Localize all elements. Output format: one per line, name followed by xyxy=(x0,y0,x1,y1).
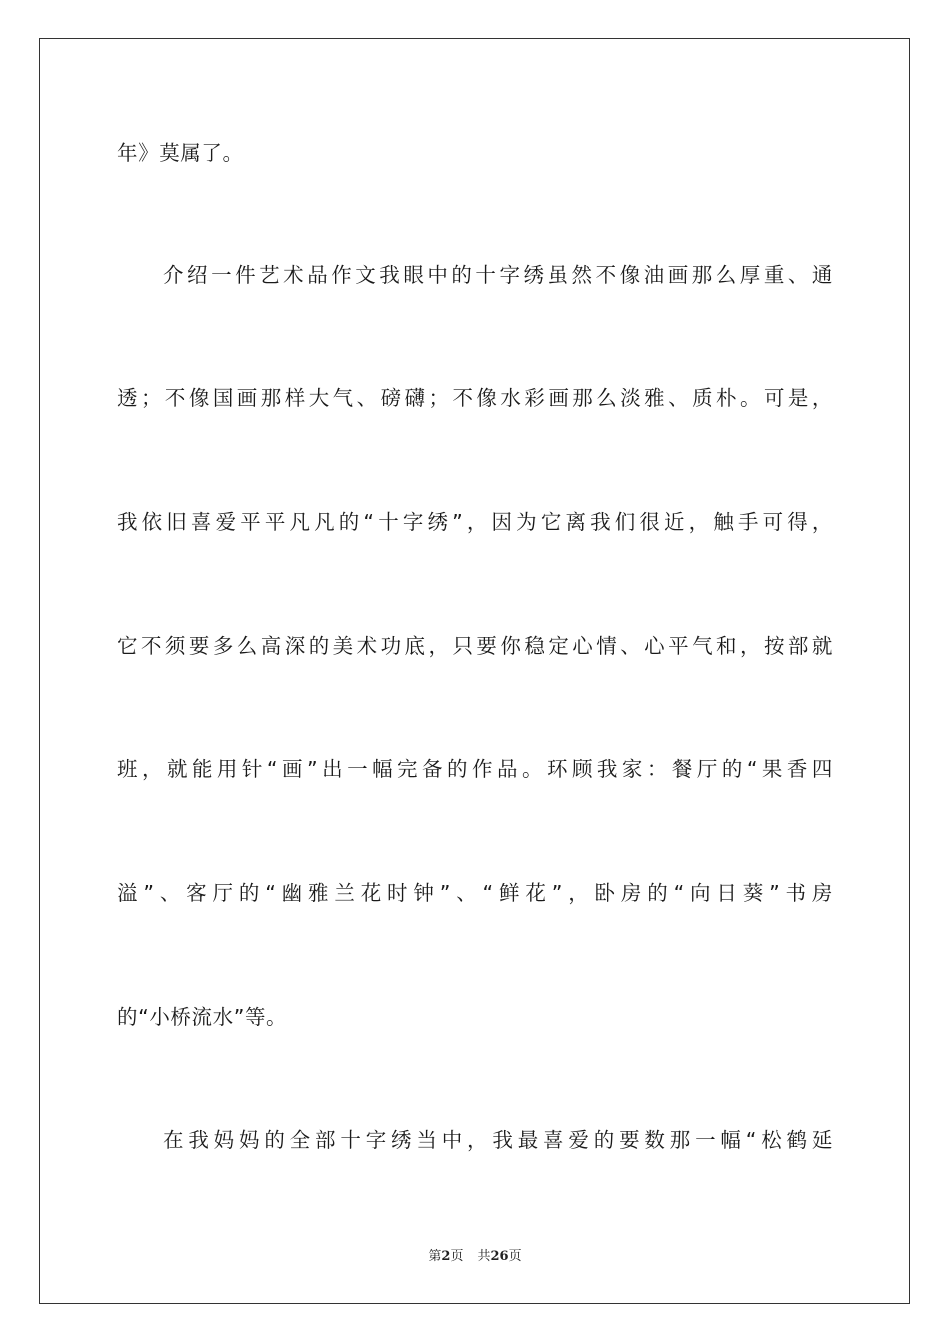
total-pages: 26 xyxy=(490,1249,509,1264)
text-line-8: 的“小桥流水”等。 xyxy=(117,1005,288,1029)
page-suffix: 页 xyxy=(450,1249,464,1264)
text-line-3: 透；不像国画那样大气、磅礴；不像水彩画那么淡雅、质朴。可是， xyxy=(117,386,833,410)
page-prefix: 第 xyxy=(428,1249,442,1264)
text-line-9: 在我妈妈的全部十字绣当中，我最喜爱的要数那一幅“松鹤延 xyxy=(163,1128,833,1152)
text-line-4: 我依旧喜爱平平凡凡的“十字绣”，因为它离我们很近，触手可得， xyxy=(117,510,833,534)
text-line-5: 它不须要多么高深的美术功底，只要你稳定心情、心平气和，按部就 xyxy=(117,634,833,658)
text-line-1: 年》莫属了。 xyxy=(117,141,244,165)
total-prefix: 共 xyxy=(477,1249,491,1264)
page-border xyxy=(39,38,910,1304)
total-suffix: 页 xyxy=(508,1249,522,1264)
text-line-2: 介绍一件艺术品作文我眼中的十字绣虽然不像油画那么厚重、通 xyxy=(163,263,833,287)
page-footer xyxy=(0,1248,950,1266)
page-number: 2 xyxy=(441,1249,451,1264)
text-line-7: 溢”、客厅的“幽雅兰花时钟”、“鲜花”，卧房的“向日葵”书房 xyxy=(117,881,833,905)
text-line-6: 班，就能用针“画”出一幅完备的作品。环顾我家：餐厅的“果香四 xyxy=(117,757,833,781)
